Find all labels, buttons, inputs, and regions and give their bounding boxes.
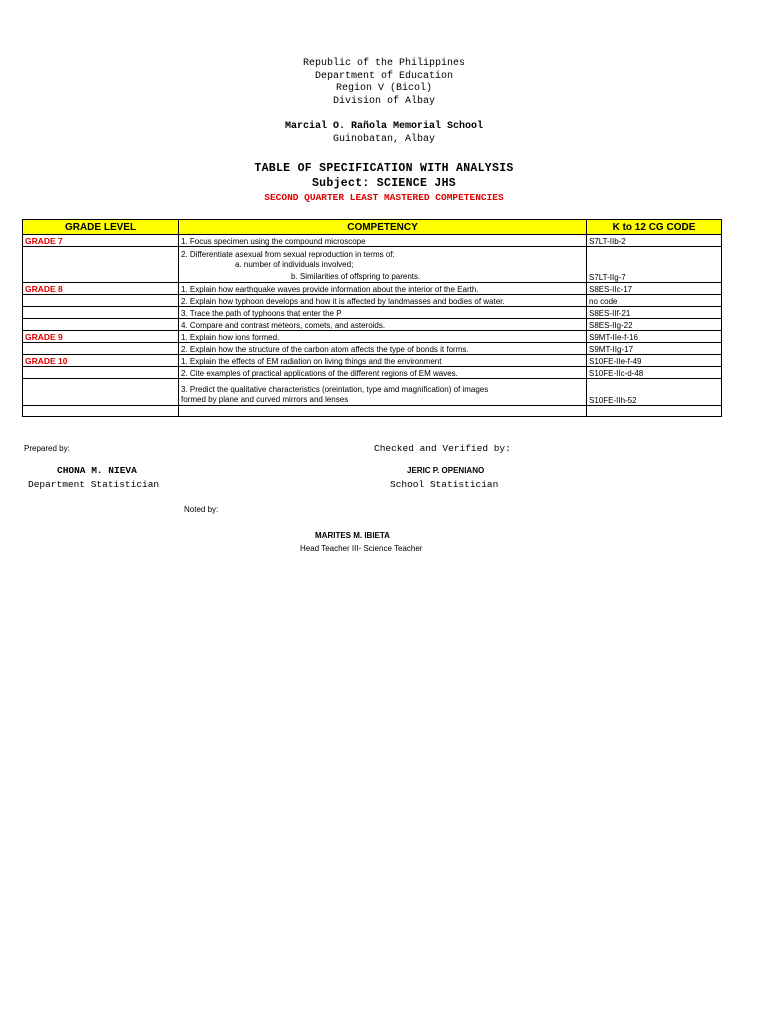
grade-cell: GRADE 10 [23,355,179,367]
school-block [0,121,768,146]
table-row [23,283,722,295]
header-line: Region V (Bicol) [335,83,432,95]
table-row [23,355,722,367]
noted-by-title: Head Teacher III- Science Teacher [300,544,423,553]
checked-by-title: School Statistician [390,479,499,490]
table-row [23,379,722,406]
specification-table [22,219,722,417]
table-row [23,367,722,379]
competency-line: a. number of individuals involved; [235,260,354,269]
column-header-competency: COMPETENCY [179,220,587,235]
competency-cell: 4. Compare and contrast meteors, comets, and asteroids. [179,319,587,331]
checked-by-label: Checked and Verified by: [374,443,511,454]
quarter-subtitle: SECOND QUARTER LEAST MASTERED COMPETENCIES [264,192,504,203]
table-row [23,319,722,331]
code-cell: S10FE-IIc-d-48 [587,367,722,379]
competency-cell: 2. Cite examples of practical applications of the different regions of EM waves. [179,367,587,379]
code-cell: S9MT-IIe-f-16 [587,331,722,343]
competency-cell: 2. Explain how typhoon develops and how it is affected by landmasses and bodies of water. [179,295,587,307]
grade-cell: GRADE 8 [23,283,179,295]
noted-by-name: MARITES M. IBIETA [315,531,390,540]
document-header [0,58,768,108]
code-cell: S9MT-IIg-17 [587,343,722,355]
competency-cell: 2. Explain how the structure of the carbon atom affects the type of bonds it forms. [179,343,587,355]
code-cell: no code [587,295,722,307]
code-cell: S7LT-IIb-2 [587,235,722,247]
competency-cell: 1. Explain the effects of EM radiation on living things and the environment [179,355,587,367]
header-line: Republic of the Philippines [302,58,466,69]
table-row [23,406,722,417]
code-cell: S7LT-IIg-7 [587,247,722,283]
school-name: Marcial O. Rañola Memorial School [284,121,484,132]
code-cell: S8ES-IIg-22 [587,319,722,331]
competency-line: formed by plane and curved mirrors and lenses [181,395,349,404]
table-row [23,307,722,319]
column-header-grade: GRADE LEVEL [23,220,179,235]
code-cell: S8ES-IIf-21 [587,307,722,319]
table-row [23,235,722,247]
competency-cell: 1. Focus specimen using the compound microscope [179,235,587,247]
checked-by-name: JERIC P. OPENIANO [407,466,485,475]
grade-cell [23,295,179,307]
competency-cell: 3. Trace the path of typhoons that enter the P [179,307,587,319]
school-location: Guinobatan, Albay [332,133,436,145]
code-cell: S8ES-IIc-17 [587,283,722,295]
competency-cell: 1. Explain how earthquake waves provide information about the interior of the Earth. [179,283,587,295]
title-block [0,161,768,205]
prepared-by-title: Department Statistician [28,479,160,490]
grade-cell [23,367,179,379]
grade-cell: GRADE 7 [23,235,179,247]
grade-cell [23,307,179,319]
competency-cell [179,379,587,406]
code-cell [587,406,722,417]
grade-cell [23,247,179,283]
grade-cell: GRADE 9 [23,331,179,343]
competency-cell [179,406,587,417]
competency-cell [179,247,587,283]
grade-cell [23,379,179,406]
competency-line: 2. Differentiate asexual from sexual reproduction in terms of: [181,250,395,259]
grade-cell [23,343,179,355]
header-line: Division of Albay [332,95,436,107]
table-row [23,295,722,307]
table-row [23,247,722,283]
grade-cell [23,319,179,331]
table-row [23,331,722,343]
column-header-code: K to 12 CG CODE [587,220,722,235]
noted-by-label: Noted by: [184,505,219,514]
competency-line: 3. Predict the qualitative characteristics (oreintation, type amd magnification) of images [181,385,489,394]
header-line: Department of Education [314,70,454,82]
table-row [23,343,722,355]
code-cell: S10FE-IIh-52 [587,379,722,406]
prepared-by-name: CHONA M. NIEVA [57,465,137,476]
code-cell: S10FE-IIe-f-49 [587,355,722,367]
subject-line: Subject: SCIENCE JHS [311,177,457,190]
competency-line: b. Similarities of offspring to parents. [291,272,421,281]
competency-cell: 1. Explain how ions formed. [179,331,587,343]
grade-cell [23,406,179,417]
document-title: TABLE OF SPECIFICATION WITH ANALYSIS [254,162,514,175]
table-header-row [23,220,722,235]
prepared-by-label: Prepared by: [24,444,70,453]
